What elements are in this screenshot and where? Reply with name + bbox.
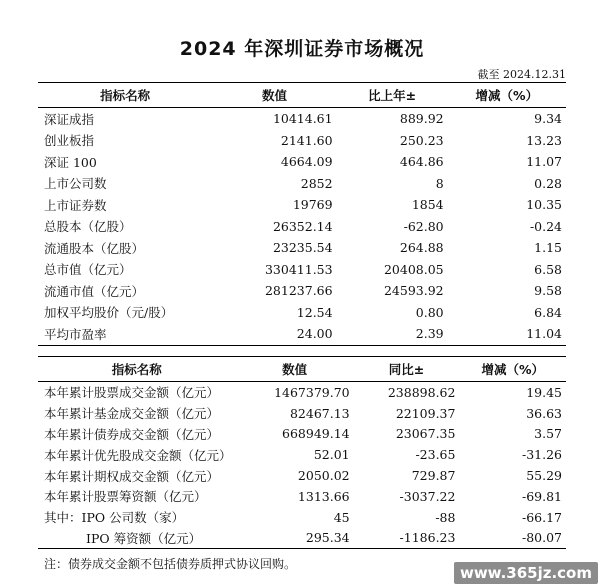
header-indicator: 指标名称 bbox=[38, 83, 212, 108]
table-row bbox=[38, 194, 566, 216]
row-indicator-name: 加权平均股价（元/股） bbox=[44, 305, 174, 321]
table-row bbox=[38, 151, 566, 173]
row-change: 464.86 bbox=[399, 154, 444, 170]
row-indicator-name: 本年累计债券成交金额（亿元） bbox=[44, 426, 220, 442]
market-overview-table bbox=[38, 82, 566, 346]
row-indicator-name: IPO 筹资额（亿元） bbox=[86, 530, 202, 546]
row-change: 24593.92 bbox=[383, 283, 444, 299]
trading-volume-table bbox=[38, 356, 566, 549]
table-row bbox=[38, 382, 566, 403]
row-change: 264.88 bbox=[399, 240, 444, 256]
row-value: 82467.13 bbox=[289, 405, 350, 421]
page-title: 2024 年深圳证券市场概况 bbox=[179, 38, 425, 60]
row-percent: 10.35 bbox=[526, 197, 562, 213]
row-percent: -69.81 bbox=[521, 488, 562, 504]
row-percent: 0.28 bbox=[534, 175, 562, 191]
footnote: 注：债券成交金额不包括债券质押式协议回购。 bbox=[44, 557, 297, 571]
row-percent: 36.63 bbox=[526, 405, 562, 421]
row-change: 1854 bbox=[411, 197, 444, 213]
header-value: 数值 bbox=[212, 83, 336, 108]
table-row bbox=[38, 280, 566, 302]
row-indicator-name: 上市公司数 bbox=[44, 176, 107, 192]
row-percent: 19.45 bbox=[526, 384, 562, 400]
row-value: 1467379.70 bbox=[274, 384, 350, 400]
table-row bbox=[38, 323, 566, 345]
row-change: 729.87 bbox=[411, 468, 456, 484]
row-change: -1186.23 bbox=[399, 530, 456, 546]
row-change: 889.92 bbox=[399, 111, 444, 127]
row-indicator-name: 总市值（亿元） bbox=[44, 262, 132, 278]
row-change: -23.65 bbox=[415, 447, 456, 463]
row-percent: 3.57 bbox=[534, 426, 562, 442]
row-indicator-name: 本年累计股票成交金额（亿元） bbox=[44, 385, 220, 401]
row-indicator-name: 流通股本（亿股） bbox=[44, 240, 145, 256]
row-indicator-name: 总股本（亿股） bbox=[44, 219, 132, 235]
row-indicator-name: 本年累计优先股成交金额（亿元） bbox=[44, 447, 232, 463]
row-percent: -66.17 bbox=[521, 509, 562, 525]
table-row bbox=[38, 216, 566, 238]
header-percent: 增减（%） bbox=[459, 357, 566, 382]
table-row bbox=[38, 465, 566, 486]
row-value: 2050.02 bbox=[297, 468, 350, 484]
row-value: 2141.60 bbox=[280, 132, 333, 148]
table-header-row bbox=[38, 83, 566, 108]
watermark: www.365jz.com bbox=[454, 562, 598, 584]
table-row bbox=[38, 237, 566, 259]
row-percent: 11.07 bbox=[526, 154, 562, 170]
row-percent: 11.04 bbox=[526, 326, 562, 342]
header-indicator: 指标名称 bbox=[38, 357, 236, 382]
table-row bbox=[38, 302, 566, 324]
row-percent: 1.15 bbox=[534, 240, 562, 256]
table-row bbox=[38, 130, 566, 152]
table-row bbox=[38, 444, 566, 465]
row-percent: -80.07 bbox=[521, 530, 562, 546]
table-row bbox=[38, 173, 566, 195]
row-percent: -31.26 bbox=[521, 447, 562, 463]
header-value: 数值 bbox=[236, 357, 354, 382]
header-change: 比上年± bbox=[337, 83, 448, 108]
row-indicator-name: 深证 100 bbox=[44, 154, 97, 170]
row-indicator-name: 本年累计期权成交金额（亿元） bbox=[44, 468, 220, 484]
row-value: 668949.14 bbox=[282, 426, 350, 442]
row-change: 20408.05 bbox=[383, 261, 444, 277]
table-row bbox=[38, 424, 566, 445]
row-indicator-name: 本年累计股票筹资额（亿元） bbox=[44, 489, 207, 505]
row-percent: 13.23 bbox=[526, 132, 562, 148]
row-change: 250.23 bbox=[399, 132, 444, 148]
row-change: -62.80 bbox=[403, 218, 444, 234]
row-value: 52.01 bbox=[313, 447, 350, 463]
header-change: 同比± bbox=[354, 357, 460, 382]
row-percent: 9.58 bbox=[534, 283, 562, 299]
row-value: 19769 bbox=[292, 197, 333, 213]
row-change: -3037.22 bbox=[399, 488, 456, 504]
row-indicator-name: 平均市盈率 bbox=[44, 326, 107, 342]
row-value: 2852 bbox=[300, 175, 333, 191]
row-percent: 6.84 bbox=[534, 304, 562, 320]
row-value: 1313.66 bbox=[297, 488, 350, 504]
row-indicator-name: 深证成指 bbox=[44, 111, 95, 127]
row-change: 22109.37 bbox=[395, 405, 456, 421]
row-indicator-name: 流通市值（亿元） bbox=[44, 283, 145, 299]
row-indicator-name: 本年累计基金成交金额（亿元） bbox=[44, 406, 220, 422]
row-value: 23235.54 bbox=[272, 240, 333, 256]
row-value: 24.00 bbox=[296, 326, 333, 342]
table-header-row bbox=[38, 357, 566, 382]
as-of-date: 截至 2024.12.31 bbox=[477, 68, 566, 81]
row-value: 45 bbox=[333, 509, 350, 525]
row-value: 295.34 bbox=[305, 530, 350, 546]
row-value: 281237.66 bbox=[264, 283, 333, 299]
row-change: 238898.62 bbox=[387, 384, 456, 400]
row-percent: 9.34 bbox=[534, 111, 562, 127]
row-change: 8 bbox=[435, 175, 444, 191]
row-percent: -0.24 bbox=[529, 218, 562, 234]
row-percent: 55.29 bbox=[526, 468, 562, 484]
row-change: 2.39 bbox=[415, 326, 444, 342]
row-change: 23067.35 bbox=[395, 426, 456, 442]
row-percent: 6.58 bbox=[534, 261, 562, 277]
row-value: 10414.61 bbox=[272, 111, 333, 127]
row-change: 0.80 bbox=[415, 304, 444, 320]
row-value: 26352.14 bbox=[272, 218, 333, 234]
row-value: 4664.09 bbox=[280, 154, 333, 170]
table-row bbox=[38, 259, 566, 281]
table-row bbox=[38, 403, 566, 424]
table-row bbox=[38, 528, 566, 549]
row-indicator-name: 创业板指 bbox=[44, 133, 95, 149]
table-row bbox=[38, 507, 566, 528]
table-row bbox=[38, 108, 566, 130]
table-row bbox=[38, 486, 566, 507]
row-indicator-name: 其中：IPO 公司数（家） bbox=[44, 510, 185, 526]
row-value: 12.54 bbox=[296, 304, 333, 320]
header-percent: 增减（%） bbox=[448, 83, 566, 108]
row-indicator-name: 上市证券数 bbox=[44, 197, 107, 213]
row-change: -88 bbox=[435, 509, 456, 525]
row-value: 330411.53 bbox=[264, 261, 333, 277]
